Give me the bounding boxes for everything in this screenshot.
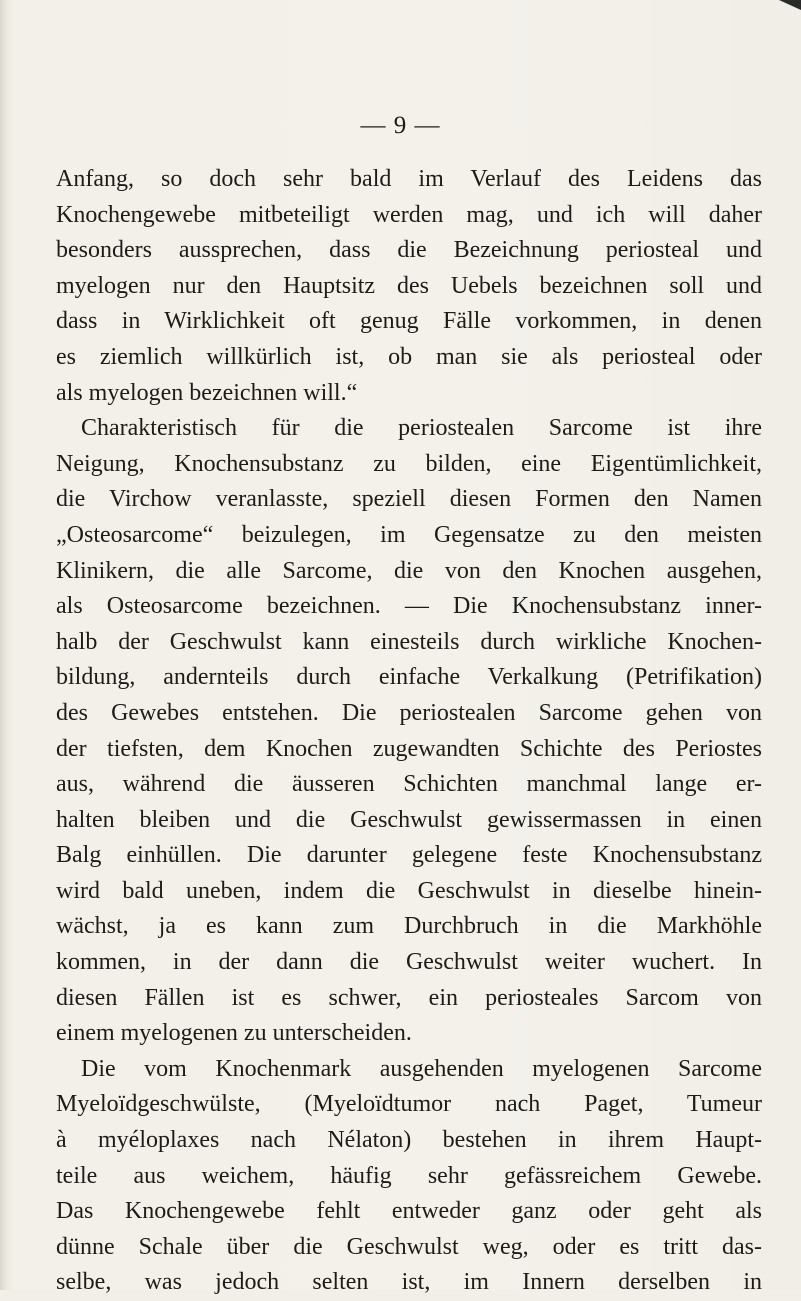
text-line: „Osteosarcome“ beizulegen, im Gegensatze zu den meisten	[56, 521, 762, 548]
text-line: aus, während die äusseren Schichten manchmal lange er-	[56, 771, 762, 798]
text-line: als myelogen bezeichnen will.“	[56, 379, 358, 406]
text-line: à myéloplaxes nach Nélaton) bestehen in ihrem Haupt-	[56, 1127, 762, 1154]
text-line: die Virchow veranlasste, speziell diesen Formen den Namen	[56, 486, 762, 513]
text-line: Knochengewebe mitbeteiligt werden mag, und ich will daher	[56, 201, 762, 228]
text-line: Klinikern, die alle Sarcome, die von den Knochen ausgehen,	[56, 557, 762, 584]
text-line: Das Knochengewebe fehlt entweder ganz oder geht als	[56, 1198, 762, 1225]
body-text	[56, 162, 762, 1301]
text-line: Neigung, Knochensubstanz zu bilden, eine Eigentümlichkeit,	[56, 450, 762, 477]
text-line: Charakteristisch für die periostealen Sarcome ist ihre	[81, 415, 762, 442]
text-line: des Gewebes entstehen. Die periostealen Sarcome gehen von	[56, 699, 762, 726]
text-line: myelogen nur den Hauptsitz des Uebels bezeichnen soll und	[56, 272, 762, 299]
text-line: dünne Schale über die Geschwulst weg, oder es tritt das-	[56, 1233, 762, 1260]
text-line: diesen Fällen ist es schwer, ein periosteales Sarcom von	[56, 984, 762, 1011]
text-line: der tiefsten, dem Knochen zugewandten Schichte des Periostes	[56, 735, 762, 762]
text-line: es ziemlich willkürlich ist, ob man sie als periosteal oder	[56, 343, 762, 370]
text-line: wächst, ja es kann zum Durchbruch in die Markhöhle	[56, 913, 762, 940]
text-line: Myeloïdgeschwülste, (Myeloïdtumor nach Paget, Tumeur	[56, 1091, 762, 1118]
text-line: Balg einhüllen. Die darunter gelegene feste Knochensubstanz	[56, 842, 762, 869]
text-line: bildung, andernteils durch einfache Verkalkung (Petrifikation)	[56, 664, 762, 691]
text-line: selbe, was jedoch selten ist, im Innern derselben in	[56, 1269, 762, 1296]
scan-corner-mark	[779, 0, 801, 10]
text-line: als Osteosarcome bezeichnen. — Die Knochensubstanz inner-	[56, 593, 762, 620]
text-line: wird bald uneben, indem die Geschwulst in dieselbe hinein-	[56, 877, 762, 904]
text-line: halten bleiben und die Geschwulst gewissermassen in einen	[56, 806, 762, 833]
page-number: — 9 —	[360, 112, 441, 139]
text-line: dass in Wirklichkeit oft genug Fälle vorkommen, in denen	[56, 308, 762, 335]
text-line: kommen, in der dann die Geschwulst weiter wuchert. In	[56, 949, 762, 976]
text-line: Anfang, so doch sehr bald im Verlauf des Leidens das	[56, 166, 762, 192]
text-line: einem myelogenen zu unterscheiden.	[56, 1020, 412, 1047]
text-line: Die vom Knochenmark ausgehenden myelogenen Sarcome	[81, 1055, 762, 1082]
text-line: halb der Geschwulst kann einesteils durch wirkliche Knochen-	[56, 628, 762, 655]
text-line: besonders aussprechen, dass die Bezeichnung periosteal und	[56, 237, 762, 264]
text-line: teile aus weichem, häufig sehr gefässreichem Gewebe.	[56, 1162, 762, 1189]
